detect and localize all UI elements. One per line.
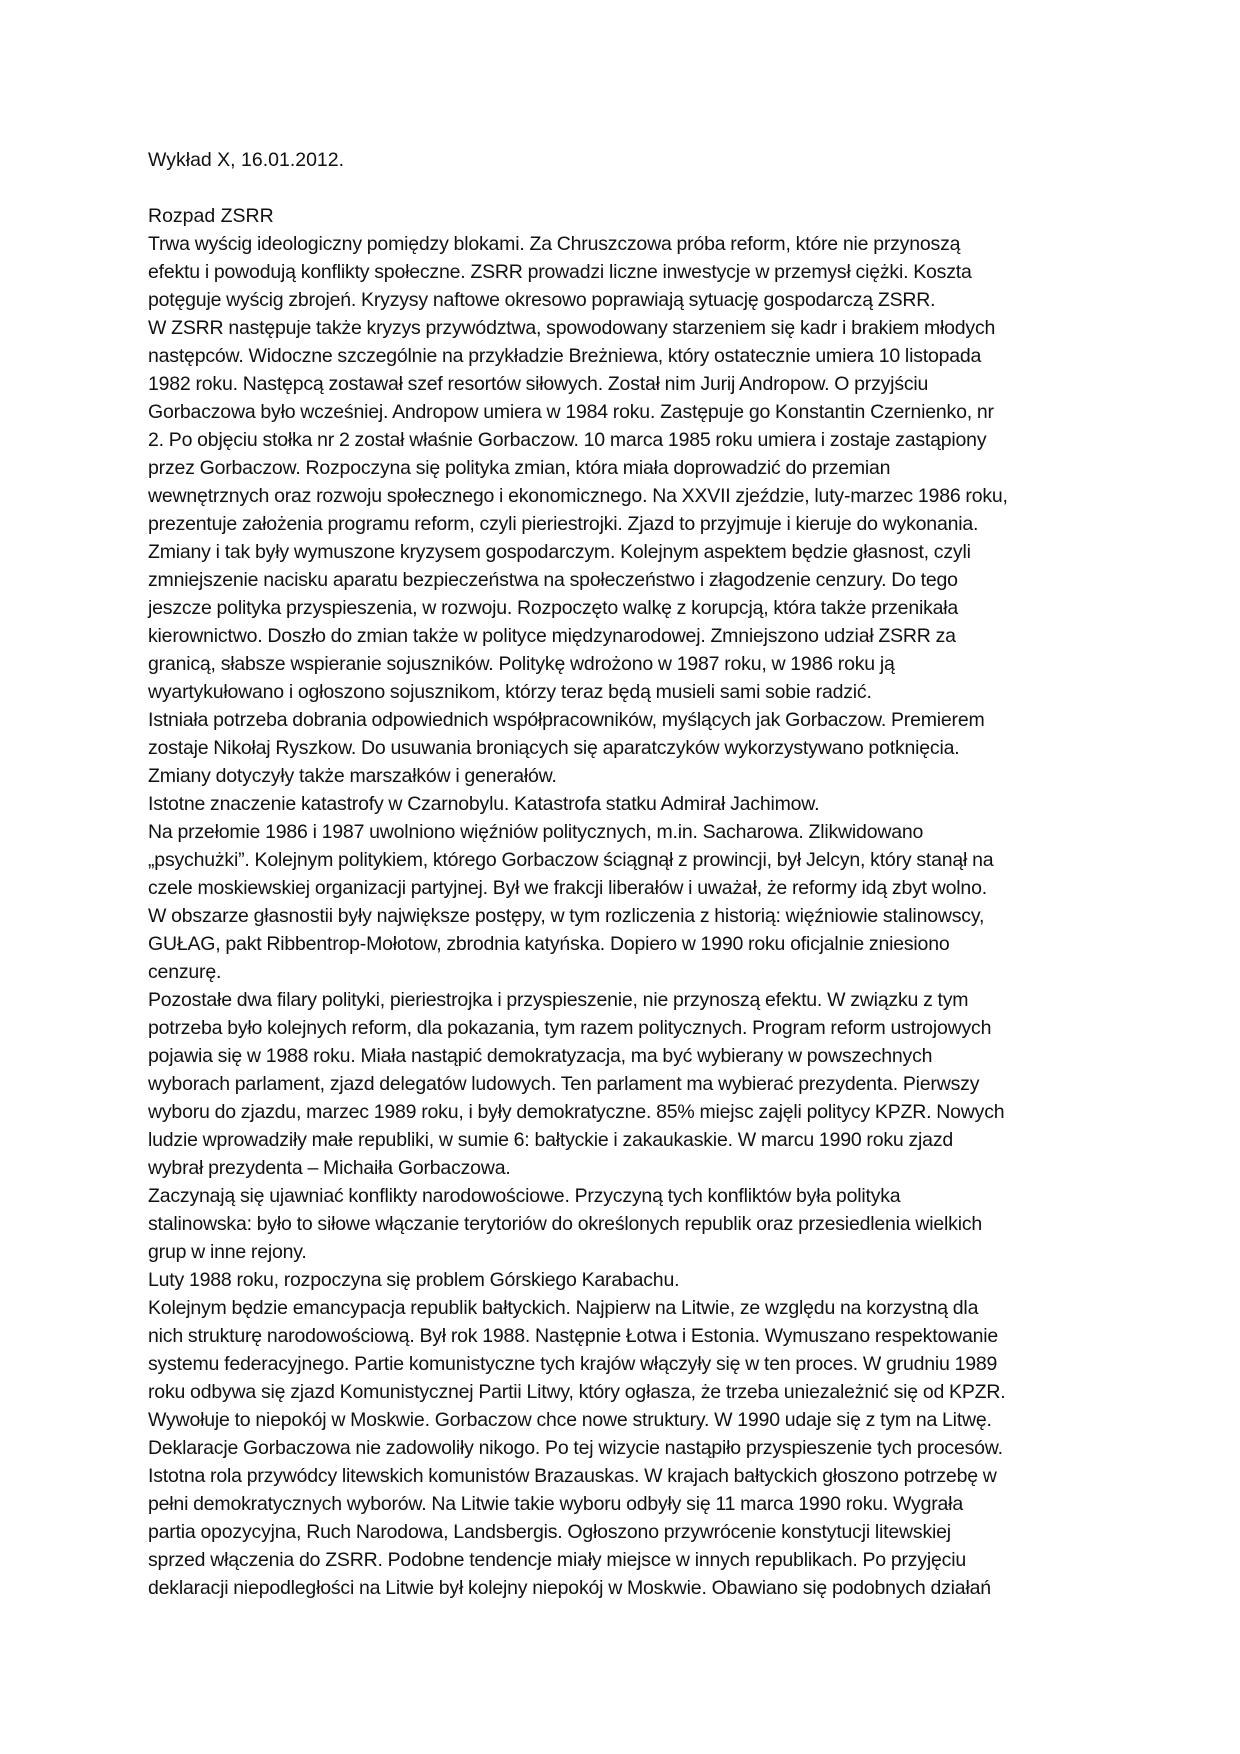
text-line: W obszarze głasnostii były największe postępy, w tym rozliczenia z historią: więźniowie stalinowscy, (148, 905, 985, 927)
text-line: nich strukturę narodowościową. Był rok 1988. Następnie Łotwa i Estonia. Wymuszano respektowanie (148, 1325, 999, 1347)
text-line: „psychużki”. Kolejnym politykiem, którego Gorbaczow ściągnął z prowincji, był Jelcyn, który stanął na (148, 849, 994, 871)
text-line: roku odbywa się zjazd Komunistycznej Partii Litwy, który ogłasza, że trzeba uniezależnić się od KPZR. (148, 1381, 1006, 1403)
lecture-header: Wykład X, 16.01.2012. (148, 149, 345, 171)
text-line: 2. Po objęciu stołka nr 2 został właśnie Gorbaczow. 10 marca 1985 roku umiera i zostaje zastąpiony (148, 429, 987, 451)
text-line: czele moskiewskiej organizacji partyjnej. Był we frakcji liberałów i uważał, że reformy idą zbyt wolno. (148, 877, 987, 899)
text-line: kierownictwo. Doszło do zmian także w polityce międzynarodowej. Zmniejszono udział ZSRR za (148, 625, 956, 647)
text-line: 1982 roku. Następcą zostawał szef resortów siłowych. Został nim Jurij Andropow. O przyjściu (148, 373, 929, 395)
text-line: zmniejszenie nacisku aparatu bezpieczeństwa na społeczeństwo i złagodzenie cenzury. Do tego (148, 569, 958, 591)
text-line: zostaje Nikołaj Ryszkow. Do usuwania broniących się aparatczyków wykorzystywano potknięcia. (148, 737, 960, 759)
text-line: cenzurę. (148, 961, 222, 983)
text-line: GUŁAG, pakt Ribbentrop-Mołotow, zbrodnia katyńska. Dopiero w 1990 roku oficjalnie zniesiono (148, 933, 950, 955)
text-line: partia opozycyjna, Ruch Narodowa, Landsbergis. Ogłoszono przywrócenie konstytucji litewskiej (148, 1521, 951, 1543)
text-line: Luty 1988 roku, rozpoczyna się problem Górskiego Karabachu. (148, 1269, 680, 1291)
text-line: Kolejnym będzie emancypacja republik bałtyckich. Najpierw na Litwie, ze względu na korzystną dla (148, 1297, 979, 1319)
text-line: jeszcze polityka przyspieszenia, w rozwoju. Rozpoczęto walkę z korupcją, która także przenikała (148, 597, 959, 619)
text-line: prezentuje założenia programu reform, czyli pieriestrojki. Zjazd to przyjmuje i kieruje do wykonania. (148, 513, 979, 535)
text-line: pełni demokratycznych wyborów. Na Litwie takie wyboru odbyły się 11 marca 1990 roku. Wygrała (148, 1493, 963, 1515)
text-line: pojawia się w 1988 roku. Miała nastąpić demokratyzacja, ma być wybierany w powszechnych (148, 1045, 933, 1067)
text-line: wybrał prezydenta – Michaiła Gorbaczowa. (148, 1157, 511, 1179)
text-line: wewnętrznych oraz rozwoju społecznego i ekonomicznego. Na XXVII zjeździe, luty-marzec 1986 roku, (148, 485, 1008, 507)
text-line: stalinowska: było to siłowe włączanie terytoriów do określonych republik oraz przesiedlenia wielkich (148, 1213, 983, 1235)
text-line: potęguje wyścig zbrojeń. Kryzysy naftowe okresowo poprawiają sytuację gospodarczą ZSRR. (148, 289, 936, 311)
text-line: systemu federacyjnego. Partie komunistyczne tych krajów włączyły się w ten proces. W grudniu 1989 (148, 1353, 998, 1375)
text-line: Gorbaczowa było wcześniej. Andropow umiera w 1984 roku. Zastępuje go Konstantin Czernienko, nr (148, 401, 994, 423)
text-line: następców. Widoczne szczególnie na przykładzie Breżniewa, który ostatecznie umiera 10 listopada (148, 345, 982, 367)
text-line: wyboru do zjazdu, marzec 1989 roku, i były demokratyczne. 85% miejsc zajęli politycy KPZR. Nowych (148, 1101, 1005, 1123)
text-line: deklaracji niepodległości na Litwie był kolejny niepokój w Moskwie. Obawiano się podobnych działań (148, 1577, 991, 1599)
text-line: Istotna rola przywódcy litewskich komunistów Brazauskas. W krajach bałtyckich głoszono potrzebę w (148, 1465, 997, 1487)
text-line: potrzeba było kolejnych reform, dla pokazania, tym razem politycznych. Program reform ustrojowych (148, 1017, 992, 1039)
text-line: Trwa wyścig ideologiczny pomiędzy blokami. Za Chruszczowa próba reform, które nie przynoszą (148, 233, 961, 255)
text-line: Na przełomie 1986 i 1987 uwolniono więźniów politycznych, m.in. Sacharowa. Zlikwidowano (148, 821, 924, 843)
text-line: Wywołuje to niepokój w Moskwie. Gorbaczow chce nowe struktury. W 1990 udaje się z tym na Litwę. (148, 1409, 992, 1431)
text-line: sprzed włączenia do ZSRR. Podobne tendencje miały miejsce w innych republikach. Po przyjęciu (148, 1549, 966, 1571)
text-line: Zmiany dotyczyły także marszałków i generałów. (148, 765, 557, 787)
text-line: Istotne znaczenie katastrofy w Czarnobylu. Katastrofa statku Admirał Jachimow. (148, 793, 820, 815)
text-line: wyartykułowano i ogłoszono sojusznikom, którzy teraz będą musieli sami sobie radzić. (148, 681, 872, 703)
text-line: ludzie wprowadziły małe republiki, w sumie 6: bałtyckie i zakaukaskie. W marcu 1990 roku zjazd (148, 1129, 954, 1151)
text-line: Deklaracje Gorbaczowa nie zadowoliły nikogo. Po tej wizycie nastąpiło przyspieszenie tych procesów. (148, 1437, 1003, 1459)
text-line: granicą, słabsze wspieranie sojuszników. Politykę wdrożono w 1987 roku, w 1986 roku ją (148, 653, 895, 675)
section-title: Rozpad ZSRR (148, 205, 274, 227)
text-line: wyborach parlament, zjazd delegatów ludowych. Ten parlament ma wybierać prezydenta. Pierwszy (148, 1073, 980, 1095)
text-line: efektu i powodują konflikty społeczne. ZSRR prowadzi liczne inwestycje w przemysł ciężki. Koszta (148, 261, 972, 283)
text-line: Zmiany i tak były wymuszone kryzysem gospodarczym. Kolejnym aspektem będzie głasnost, czyli (148, 541, 971, 563)
document-body (148, 230, 1098, 1602)
text-line: przez Gorbaczow. Rozpoczyna się polityka zmian, która miała doprowadzić do przemian (148, 457, 891, 479)
text-line: Zaczynają się ujawniać konflikty narodowościowe. Przyczyną tych konfliktów była polityka (148, 1185, 901, 1207)
text-line: grup w inne rejony. (148, 1241, 307, 1263)
document-page (148, 146, 1098, 1602)
text-line: Istniała potrzeba dobrania odpowiednich współpracowników, myślących jak Gorbaczow. Premierem (148, 709, 985, 731)
text-line: W ZSRR następuje także kryzys przywództwa, spowodowany starzeniem się kadr i brakiem młodych (148, 317, 996, 339)
text-line: Pozostałe dwa filary polityki, pieriestrojka i przyspieszenie, nie przynoszą efektu. W związku z tym (148, 989, 969, 1011)
